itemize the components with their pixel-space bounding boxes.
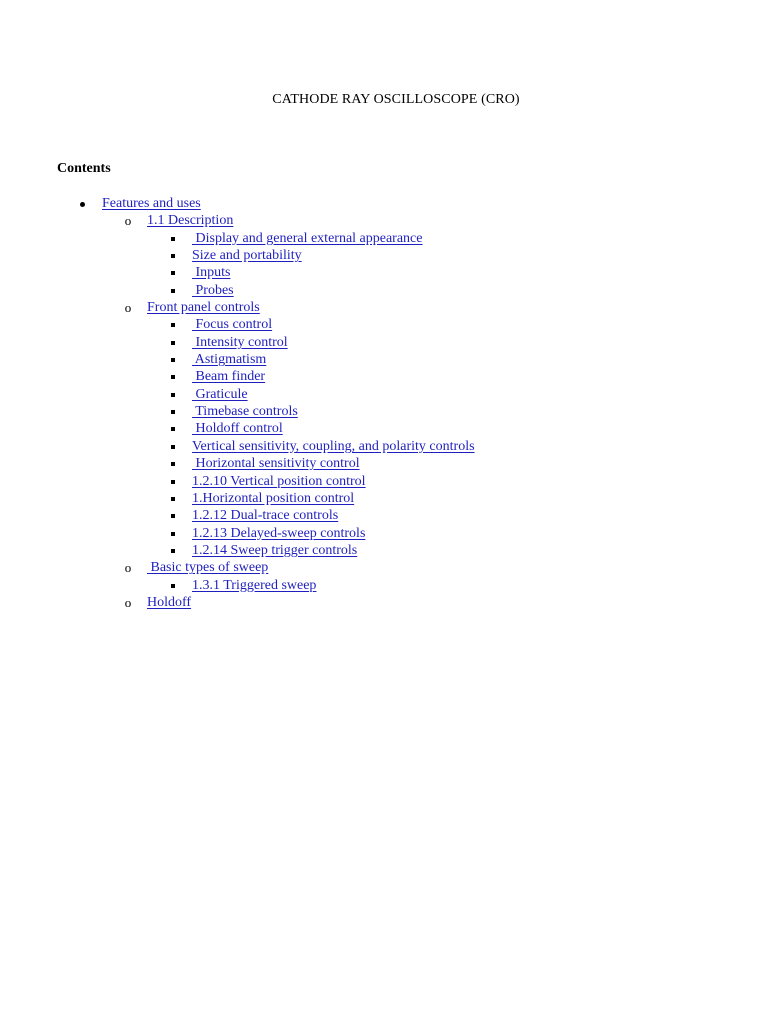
toc-item <box>0 195 768 212</box>
toc-link[interactable]: Holdoff control <box>192 421 283 437</box>
toc-item <box>0 403 768 420</box>
toc-link[interactable]: Display and general external appearance <box>192 230 423 246</box>
toc-item <box>0 247 768 264</box>
contents-heading: Contents <box>57 161 111 176</box>
toc-link[interactable]: Beam finder <box>192 369 266 385</box>
toc-item <box>0 438 768 455</box>
toc-item <box>0 212 768 229</box>
toc-item <box>0 230 768 247</box>
toc-link[interactable]: 1.1 Description <box>147 213 234 229</box>
toc-item <box>0 542 768 559</box>
toc-link[interactable]: Inputs <box>192 265 231 281</box>
toc-item <box>0 507 768 524</box>
toc-link[interactable]: Intensity control <box>192 334 288 350</box>
toc-item <box>0 559 768 576</box>
toc-link[interactable]: Vertical sensitivity, coupling, and polarity controls <box>192 438 475 454</box>
toc-item <box>0 334 768 351</box>
toc-item <box>0 316 768 333</box>
toc-link[interactable]: Holdoff <box>147 594 192 610</box>
toc-item <box>0 594 768 611</box>
toc-link[interactable]: 1.2.13 Delayed-sweep controls <box>192 525 366 541</box>
table-of-contents <box>0 195 768 611</box>
toc-item <box>0 264 768 281</box>
toc-item <box>0 386 768 403</box>
toc-item <box>0 351 768 368</box>
toc-link[interactable]: 1.2.10 Vertical position control <box>192 473 366 489</box>
toc-link[interactable]: Timebase controls <box>192 404 298 420</box>
bullet-circle-icon: o <box>124 594 132 610</box>
toc-item <box>0 577 768 594</box>
toc-link[interactable]: Basic types of sweep <box>147 560 269 576</box>
toc-item <box>0 368 768 385</box>
toc-item <box>0 420 768 437</box>
toc-item <box>0 525 768 542</box>
toc-link[interactable]: 1.2.14 Sweep trigger controls <box>192 542 358 558</box>
toc-link[interactable]: 1.3.1 Triggered sweep <box>192 577 317 593</box>
toc-link[interactable]: Features and uses <box>102 196 201 211</box>
toc-link[interactable]: Astigmatism <box>192 352 267 368</box>
toc-item <box>0 490 768 507</box>
toc-link[interactable]: Graticule <box>192 386 248 402</box>
toc-item <box>0 455 768 472</box>
bullet-circle-icon: o <box>124 300 132 316</box>
toc-link[interactable]: Focus control <box>192 317 273 333</box>
toc-link[interactable]: Front panel controls <box>147 300 260 316</box>
toc-item <box>0 473 768 490</box>
bullet-circle-icon: o <box>124 560 132 576</box>
toc-link[interactable]: 1.2.12 Dual-trace controls <box>192 508 339 524</box>
toc-link[interactable]: Horizontal sensitivity control <box>192 456 360 472</box>
toc-link[interactable]: Probes <box>192 282 234 298</box>
toc-item <box>0 299 768 316</box>
toc-item <box>0 282 768 299</box>
bullet-circle-icon: o <box>124 213 132 229</box>
toc-link[interactable]: Size and portability <box>192 248 302 264</box>
document-title: CATHODE RAY OSCILLOSCOPE (CRO) <box>272 92 520 107</box>
toc-link[interactable]: 1.Horizontal position control <box>192 490 355 506</box>
